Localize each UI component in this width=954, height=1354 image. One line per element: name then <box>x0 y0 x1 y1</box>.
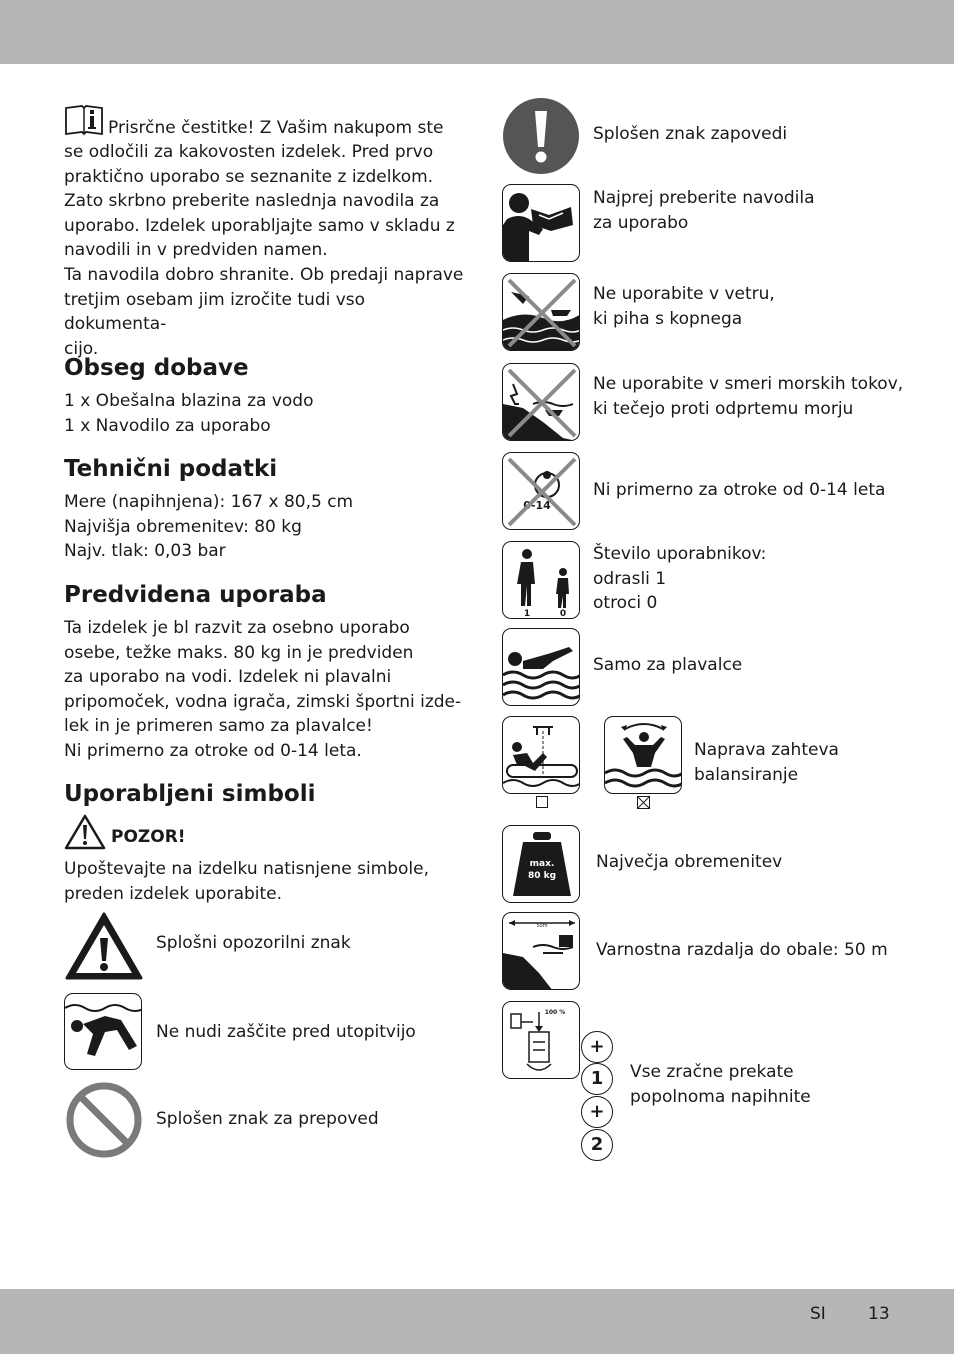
no-offshore-current-icon <box>502 363 580 441</box>
symbol-right-8: Naprava zahteva balansiranje <box>694 740 839 785</box>
tech-text: Mere (napihnjena): 167 x 80,5 cm Najvišja obremenitev: 80 kg Najv. tlak: 0,03 bar <box>64 492 354 562</box>
footer-language: SI <box>810 1304 826 1324</box>
checkbox-empty <box>536 796 548 808</box>
distance-label: 50m <box>536 923 548 929</box>
symbol-right-2: Najprej preberite navodila za uporabo <box>593 188 815 233</box>
symbol-left-1: Splošni opozorilni znak <box>156 933 351 953</box>
symbol-right-7: Samo za plavalce <box>593 655 743 675</box>
symbol-left-2: Ne nudi zaščite pred utopitvijo <box>156 1022 416 1042</box>
weight-max-label: max. <box>529 859 555 869</box>
adult-count: 1 <box>523 609 531 619</box>
symbol-right-1: Splošen znak zapovedi <box>593 124 788 144</box>
scope-heading: Obseg dobave <box>64 355 249 381</box>
symbol-right-5: Ni primerno za otroke od 0-14 leta <box>593 480 886 500</box>
no-offshore-wind-icon <box>502 273 580 351</box>
shore-distance-icon <box>502 912 580 990</box>
max-load-icon <box>502 825 580 903</box>
mandatory-icon <box>502 97 580 175</box>
use-text: Ta izdelek je bl razvit za osebno uporabo osebe, težke maks. 80 kg in je predviden za uporabo na vodi. Izdelek ni plavalni pripomoček, vodna igrača, zimski športni izde- lek in je primeren samo za plavalce! Ni primerno za otroke od 0-14 leta. <box>64 618 462 761</box>
symbol-right-4: Ne uporabite v smeri morskih tokov, ki tečejo proti odprtemu morju <box>593 374 904 419</box>
intro-first-line: Prisrčne čestitke! Z Vašim nakupom ste <box>108 118 444 138</box>
info-book-icon <box>64 104 104 136</box>
intro-text: se odločili za kakovosten izdelek. Pred prvo praktično uporabo se seznanite z izdelkom. Zato skrbno preberite naslednja navodila za uporabo. Izdelek uporabljajte samo v skladu z navodili in v predviden namen. Ta navodila dobro shranite. Ob predaji naprave tretjim osebam jim izročite tudi vso dokumenta- cijo. <box>64 142 464 359</box>
percent-label: 100 % <box>544 1009 566 1016</box>
scope-text: 1 x Obešalna blazina za vodo 1 x Navodilo za uporabo <box>64 391 314 436</box>
pozor-label: POZOR! <box>111 827 186 847</box>
age-range-label: 0-14 <box>523 499 551 512</box>
chamber-number-1: 1 <box>581 1063 613 1095</box>
page-number: 13 <box>868 1304 890 1324</box>
users-count-icon <box>502 541 580 619</box>
chamber-plus-2: + <box>581 1096 613 1128</box>
read-manual-icon <box>502 184 580 262</box>
symbol-right-3: Ne uporabite v vetru, ki piha s kopnega <box>593 284 775 329</box>
swimmers-only-icon <box>502 628 580 706</box>
balance-required-icon <box>604 716 682 794</box>
general-warning-icon <box>64 911 144 981</box>
symbol-left-3: Splošen znak za prepoved <box>156 1109 379 1129</box>
use-heading: Predvidena uporaba <box>64 582 327 608</box>
child-count: 0 <box>559 609 567 619</box>
chamber-number-2: 2 <box>581 1129 613 1161</box>
no-children-icon <box>502 452 580 530</box>
header-band <box>0 0 954 64</box>
symbols-heading: Uporabljeni simboli <box>64 781 316 807</box>
symbols-note: Upoštevajte na izdelku natisnjene simbole, preden izdelek uporabite. <box>64 859 430 904</box>
symbol-right-9: Največja obremenitev <box>596 852 783 872</box>
weight-value-label: 80 kg <box>527 871 557 881</box>
warning-icon <box>64 814 106 850</box>
chamber-plus-1: + <box>581 1031 613 1063</box>
prohibition-icon <box>64 1080 144 1160</box>
checkbox-crossed <box>637 796 650 809</box>
symbol-right-11: Vse zračne prekate popolnoma napihnite <box>630 1062 811 1107</box>
symbol-right-10: Varnostna razdalja do obale: 50 m <box>596 940 888 960</box>
float-lying-icon <box>502 716 580 794</box>
symbol-right-6: Število uporabnikov: odrasli 1 otroci 0 <box>593 544 767 614</box>
no-drowning-protection-icon <box>64 993 142 1070</box>
inflate-fully-icon <box>502 1001 580 1079</box>
tech-heading: Tehnični podatki <box>64 456 278 482</box>
